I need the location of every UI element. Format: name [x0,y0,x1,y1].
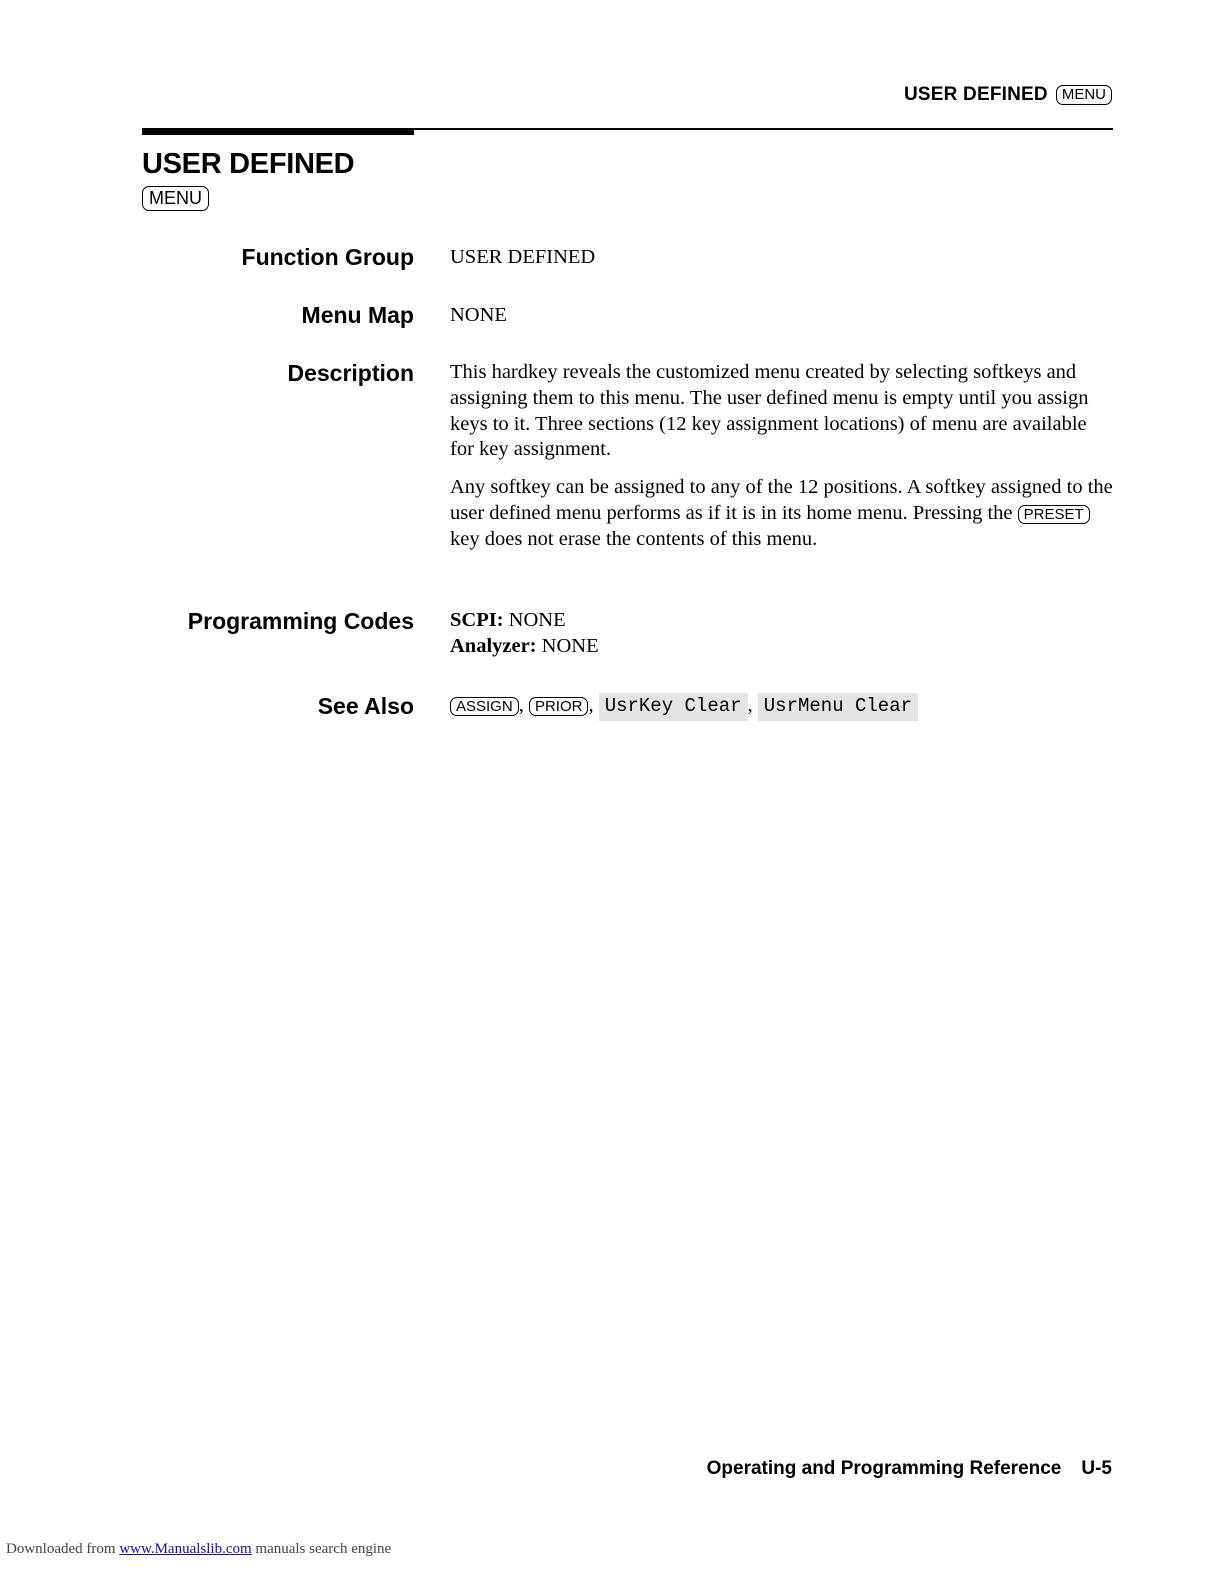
title-menu-key: MENU [142,186,209,211]
function-group-label: Function Group [241,244,414,270]
description-body [450,360,1115,565]
header-rule-accent [142,128,414,135]
scpi-value: NONE [508,609,566,631]
scpi-line [450,608,1115,634]
see-also-separator: , [747,694,753,716]
prior-key: PRIOR [529,697,589,716]
programming-codes-body [450,608,1115,660]
analyzer-value: NONE [541,634,599,657]
title-key-wrapper [142,186,209,211]
download-stamp [6,1541,391,1558]
footer-page-number: U-5 [1081,1458,1112,1479]
description-paragraph-2-end: key does not erase the contents of this menu. [450,527,818,550]
running-header-menu-key: MENU [1056,85,1112,104]
function-group-value: USER DEFINED [450,246,596,268]
preset-key: PRESET [1018,505,1090,524]
menu-map-label: Menu Map [301,302,414,328]
programming-codes-label: Programming Codes [187,608,414,634]
manualslib-link[interactable]: www.Manualslib.com [119,1541,252,1557]
scpi-label: SCPI: [450,609,504,631]
analyzer-line [450,634,1115,660]
usrmenu-clear-softkey: UsrMenu Clear [758,693,918,721]
see-also-separator: , [518,694,524,716]
description-paragraph-2-start: Any softkey can be assigned to any of the 12 positions. A softkey assigned to the user defined menu performs as if it is in its home menu. Pressing the [450,476,1113,524]
running-header [904,84,1112,106]
download-suffix: manuals search engine [255,1541,392,1557]
see-also-label: See Also [317,693,414,719]
description-paragraph-1: This hardkey reveals the customized menu created by selecting softkeys and assigning them to this menu. The user defined menu is empty until you assign keys to it. Three sections (12 key assignment locations) of menu are available for key assignment. [450,361,1089,461]
page-footer [707,1458,1112,1480]
description-paragraph-2 [450,475,1115,552]
download-prefix: Downloaded from [6,1541,116,1557]
usrkey-clear-softkey: UsrKey Clear [599,693,748,721]
see-also-body [450,693,1115,721]
assign-key: ASSIGN [450,697,519,716]
description-label: Description [287,360,414,386]
running-header-title: USER DEFINED [903,84,1048,105]
page-title: USER DEFINED [142,148,355,180]
menu-map-value: NONE [450,304,507,326]
see-also-separator: , [588,694,594,716]
analyzer-label: Analyzer: [450,634,537,657]
footer-title: Operating and Programming Reference [706,1458,1062,1479]
